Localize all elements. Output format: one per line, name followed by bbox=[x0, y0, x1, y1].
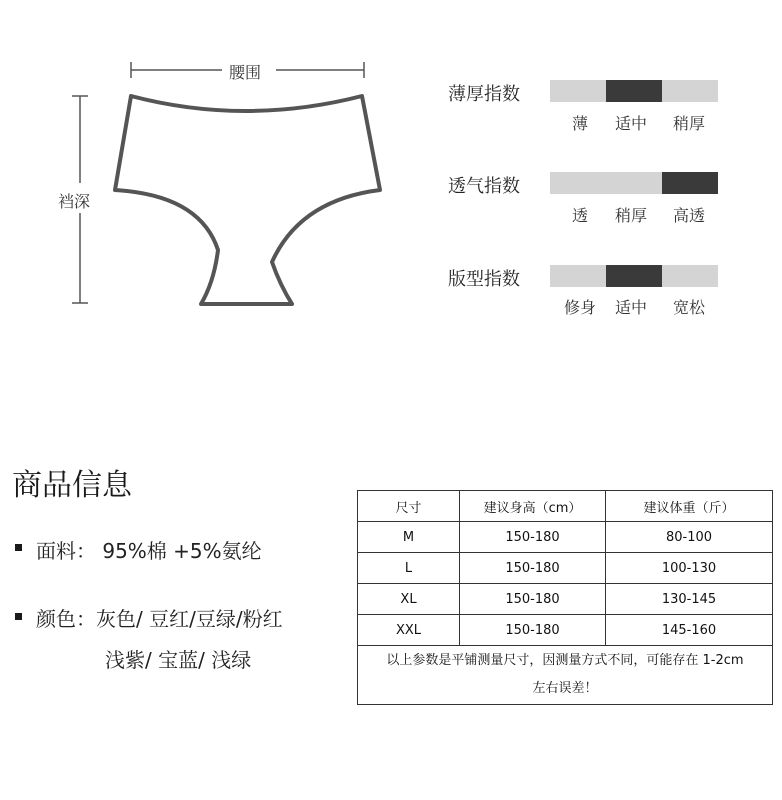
fit-index-bar bbox=[550, 265, 718, 287]
table-note-line1: 以上参数是平铺测量尺寸，因测量方式不同，可能存在 1-2cm bbox=[386, 653, 744, 668]
waist-label: 腰围 bbox=[229, 63, 262, 82]
color-info-line1: 颜色：灰色/ 豆红/豆绿/粉红 bbox=[36, 607, 283, 631]
fit-scale-label: 适中 bbox=[614, 298, 647, 317]
size-table bbox=[357, 490, 773, 705]
table-note-line2: 左右误差！ bbox=[532, 681, 598, 696]
table-row bbox=[358, 615, 773, 646]
fit-bar-segment bbox=[606, 265, 662, 287]
table-cell: 80-100 bbox=[606, 522, 773, 553]
table-cell: 150-180 bbox=[460, 522, 606, 553]
garment-diagram bbox=[0, 0, 400, 330]
thickness-scale-label: 薄 bbox=[571, 114, 588, 133]
table-row bbox=[358, 522, 773, 553]
breathability-scale-label: 高透 bbox=[672, 206, 705, 225]
table-cell: 130-145 bbox=[606, 584, 773, 615]
fit-index-title: 版型指数 bbox=[448, 269, 520, 290]
table-cell: XL bbox=[358, 584, 460, 615]
table-header-cell: 建议身高（cm） bbox=[460, 491, 606, 522]
table-cell: XXL bbox=[358, 615, 460, 646]
table-cell: 100-130 bbox=[606, 553, 773, 584]
fit-bar-segment bbox=[662, 265, 718, 287]
table-note bbox=[358, 646, 773, 705]
breathability-index-title: 透气指数 bbox=[448, 176, 520, 197]
table-cell: L bbox=[358, 553, 460, 584]
breathability-bar-segment bbox=[606, 172, 662, 194]
thickness-bar-segment bbox=[550, 80, 606, 102]
breathability-scale-label: 稍厚 bbox=[614, 206, 647, 225]
table-cell: 145-160 bbox=[606, 615, 773, 646]
table-row bbox=[358, 553, 773, 584]
thickness-scale-label: 稍厚 bbox=[672, 114, 705, 133]
table-cell: 150-180 bbox=[460, 615, 606, 646]
table-cell: 150-180 bbox=[460, 553, 606, 584]
thickness-bar-segment bbox=[606, 80, 662, 102]
fabric-bullet bbox=[15, 544, 22, 551]
table-cell: 150-180 bbox=[460, 584, 606, 615]
fabric-info: 面料： 95%棉 +5%氨纶 bbox=[36, 539, 262, 563]
color-bullet bbox=[15, 613, 22, 620]
product-info-title: 商品信息 bbox=[12, 468, 132, 503]
color-info-line2: 浅紫/ 宝蓝/ 浅绿 bbox=[105, 648, 252, 672]
breathability-bar-segment bbox=[662, 172, 718, 194]
breathability-bar-segment bbox=[550, 172, 606, 194]
table-note-row bbox=[358, 646, 773, 705]
table-header-cell: 建议体重（斤） bbox=[606, 491, 773, 522]
breathability-scale-label: 透 bbox=[571, 206, 588, 225]
table-row bbox=[358, 584, 773, 615]
thickness-index-title: 薄厚指数 bbox=[448, 84, 520, 105]
fit-scale-label: 修身 bbox=[563, 298, 596, 317]
table-header-row bbox=[358, 491, 773, 522]
fit-bar-segment bbox=[550, 265, 606, 287]
breathability-index-bar bbox=[550, 172, 718, 194]
table-cell: M bbox=[358, 522, 460, 553]
brief-outline bbox=[115, 96, 380, 304]
thickness-scale-label: 适中 bbox=[614, 114, 647, 133]
table-header-cell: 尺寸 bbox=[358, 491, 460, 522]
fit-scale-label: 宽松 bbox=[672, 298, 705, 317]
depth-label: 裆深 bbox=[58, 192, 91, 211]
thickness-bar-segment bbox=[662, 80, 718, 102]
thickness-index-bar bbox=[550, 80, 718, 102]
